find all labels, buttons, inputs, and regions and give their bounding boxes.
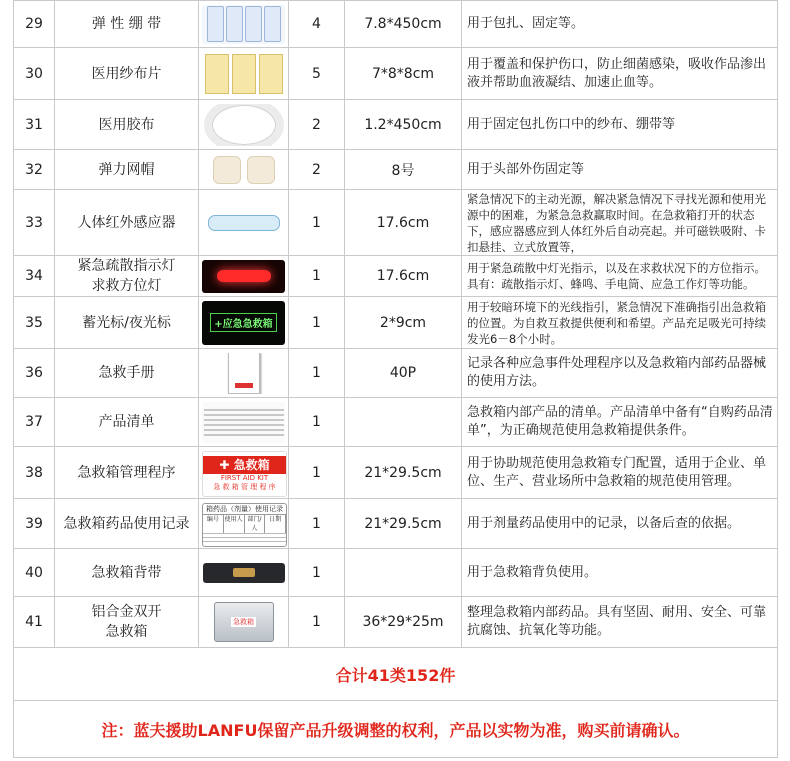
gauze-pads-icon [202, 52, 285, 96]
form-col: 日期 [265, 515, 286, 533]
item-name: 产品清单 [55, 398, 199, 447]
item-image [199, 398, 289, 447]
item-image [199, 349, 289, 398]
kit-items-table [13, 0, 778, 758]
item-spec: 7*8*8cm [345, 48, 462, 100]
item-name: 医用胶布 [55, 100, 199, 150]
form-col: 部门/人 [245, 515, 266, 533]
table-row [14, 549, 778, 597]
item-description: 用于较暗环境下的光线指引，紧急情况下准确指引出急救箱的位置。为自救互救提供便利和希望。产品充足吸光可持续发光6－8个小时。 [462, 297, 778, 349]
total-row [14, 648, 778, 701]
item-quantity: 2 [289, 100, 345, 150]
item-number: 30 [14, 48, 55, 100]
item-description: 用于剂量药品使用中的记录，以备后查的依据。 [462, 499, 778, 549]
item-spec: 8号 [345, 150, 462, 190]
item-quantity: 4 [289, 1, 345, 48]
item-number: 41 [14, 597, 55, 648]
item-number: 34 [14, 256, 55, 297]
glow-sign-text: +应急急救箱 [210, 313, 276, 332]
glow-sign-icon [202, 301, 285, 345]
item-spec: 17.6cm [345, 256, 462, 297]
item-number: 35 [14, 297, 55, 349]
elastic-bandage-packs-icon [202, 5, 285, 44]
item-spec: 36*29*25m [345, 597, 462, 648]
first-aid-manual-icon [202, 353, 285, 394]
total-text: 合计41类152件 [335, 665, 456, 685]
item-image [199, 447, 289, 499]
item-image [199, 597, 289, 648]
item-number: 38 [14, 447, 55, 499]
item-description: 用于头部外伤固定等 [462, 150, 778, 190]
table-row [14, 597, 778, 648]
form-col: 使用人 [224, 515, 245, 533]
table-row [14, 150, 778, 190]
disclaimer-note: 注：蓝夫援助LANFU保留产品升级调整的权利，产品以实物为准，购买前请确认。 [101, 720, 690, 740]
item-spec [345, 398, 462, 447]
item-description: 紧急情况下的主动光源，解决紧急情况下寻找光源和使用光源中的困难，为紧急急救赢取时间。在急救箱打开的状态下，感应器感应到人体红外后自动亮起。并可磁铁吸附、卡扣悬挂、立式放置等， [462, 190, 778, 256]
shoulder-strap-icon [202, 553, 285, 593]
item-quantity: 1 [289, 499, 345, 549]
item-description: 用于覆盖和保护伤口，防止细菌感染，吸收作品渗出液并帮助血液凝结、加速止血等。 [462, 48, 778, 100]
table-row [14, 48, 778, 100]
item-quantity: 5 [289, 48, 345, 100]
item-quantity: 1 [289, 256, 345, 297]
table-row [14, 349, 778, 398]
red-emergency-light-icon [202, 260, 285, 293]
item-quantity: 1 [289, 349, 345, 398]
item-spec: 7.8*450cm [345, 1, 462, 48]
item-quantity: 2 [289, 150, 345, 190]
table-row [14, 256, 778, 297]
item-number: 29 [14, 1, 55, 48]
item-quantity: 1 [289, 447, 345, 499]
item-number: 40 [14, 549, 55, 597]
kit-management-card-icon [202, 451, 285, 495]
item-quantity: 1 [289, 297, 345, 349]
table-row [14, 499, 778, 549]
item-name: 弹力网帽 [55, 150, 199, 190]
item-name: 蓄光标/夜光标 [55, 297, 199, 349]
item-image [199, 499, 289, 549]
table-row [14, 100, 778, 150]
item-description: 记录各种应急事件处理程序以及急救箱内部药品器械的使用方法。 [462, 349, 778, 398]
item-spec: 17.6cm [345, 190, 462, 256]
item-spec: 21*29.5cm [345, 499, 462, 549]
card-sub: FIRST AID KIT [220, 473, 269, 482]
item-number: 33 [14, 190, 55, 256]
medicine-record-form-icon [202, 503, 285, 545]
item-image [199, 549, 289, 597]
item-description: 用于固定包扎伤口中的纱布、绷带等 [462, 100, 778, 150]
item-name: 人体红外感应器 [55, 190, 199, 256]
item-description: 用于包扎、固定等。 [462, 1, 778, 48]
card-title: ✚ 急救箱 [203, 456, 286, 474]
infrared-sensor-light-icon [202, 194, 285, 252]
item-number: 32 [14, 150, 55, 190]
item-quantity: 1 [289, 398, 345, 447]
item-number: 39 [14, 499, 55, 549]
form-title: 箱药品（剂量）使用记录 [206, 504, 283, 513]
item-description: 用于急救箱背负使用。 [462, 549, 778, 597]
table-row [14, 1, 778, 48]
item-quantity: 1 [289, 597, 345, 648]
medical-tape-roll-icon [202, 104, 285, 146]
item-image [199, 150, 289, 190]
table-row [14, 398, 778, 447]
note-row [14, 701, 778, 758]
item-quantity: 1 [289, 190, 345, 256]
item-image [199, 297, 289, 349]
item-image [199, 100, 289, 150]
item-spec: 1.2*450cm [345, 100, 462, 150]
item-name: 铝合金双开 急救箱 [55, 597, 199, 648]
item-name: 急救箱背带 [55, 549, 199, 597]
item-number: 37 [14, 398, 55, 447]
elastic-net-cap-icon [202, 154, 285, 186]
table-row [14, 297, 778, 349]
item-quantity: 1 [289, 549, 345, 597]
item-description: 急救箱内部产品的清单。产品清单中备有“自购药品清单”，为正确规范使用急救箱提供条件。 [462, 398, 778, 447]
item-name: 急救箱管理程序 [55, 447, 199, 499]
item-name: 医用纱布片 [55, 48, 199, 100]
item-name: 急救箱药品使用记录 [55, 499, 199, 549]
item-description: 用于紧急疏散中灯光指示，以及在求救状况下的方位指示。具有：疏散指示灯、蜂鸣、手电筒、应急工作灯等功能。 [462, 256, 778, 297]
item-spec [345, 549, 462, 597]
item-description: 用于协助规范使用急救箱专门配置，适用于企业、单位、生产、营业场所中急救箱的规范使用管理。 [462, 447, 778, 499]
case-label: 急救箱 [233, 618, 254, 626]
item-image [199, 48, 289, 100]
item-name: 紧急疏散指示灯 求救方位灯 [55, 256, 199, 297]
table-row [14, 190, 778, 256]
item-name: 弹 性 绷 带 [55, 1, 199, 48]
item-description: 整理急救箱内部药品。具有坚固、耐用、安全、可靠抗腐蚀、抗氧化等功能。 [462, 597, 778, 648]
card-line: 急 救 箱 管 理 程 序 [213, 482, 276, 491]
item-number: 36 [14, 349, 55, 398]
item-image [199, 190, 289, 256]
item-spec: 2*9cm [345, 297, 462, 349]
item-spec: 40P [345, 349, 462, 398]
item-number: 31 [14, 100, 55, 150]
item-spec: 21*29.5cm [345, 447, 462, 499]
aluminum-first-aid-case-icon [202, 601, 285, 644]
item-image [199, 256, 289, 297]
item-name: 急救手册 [55, 349, 199, 398]
table-row [14, 447, 778, 499]
product-list-sheet-icon [202, 402, 285, 443]
item-image [199, 1, 289, 48]
form-col: 编号 [203, 515, 224, 533]
